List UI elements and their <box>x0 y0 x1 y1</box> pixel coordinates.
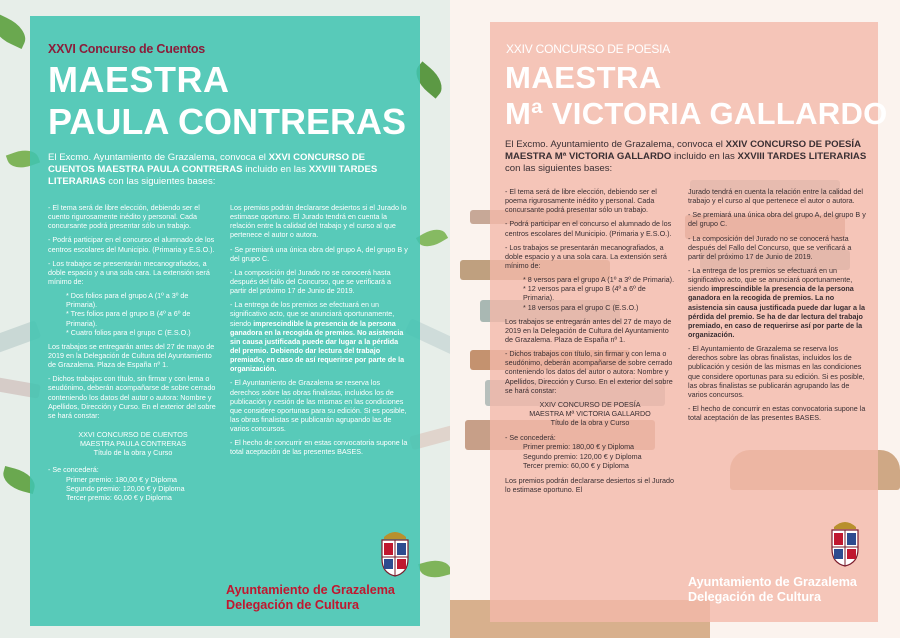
intro-paragraph: El Excmo. Ayuntamiento de Grazalema, convoca el XXVI CONCURSO DE CUENTOS MAESTRA PAULA CONTRERAS incluido en las XXVIII TARDES LITERARIAS con las siguientes bases: <box>48 152 378 187</box>
contest-subtitle: XXVI Concurso de Cuentos <box>48 42 206 56</box>
envelope-line-1: XXVI CONCURSO DE CUENTOS <box>78 429 188 439</box>
bases-column-1 <box>48 203 218 502</box>
rule-award-ceremony: - La entrega de los premios se efectuará en un significativo acto, que se anunciará oportunamente, siendo imprescindible la presencia de la persona ganadora en la recogida de premios. La no asistencia sin causa justificada puede dar lugar a la pérdida del premio. Se ha de dar lectura del trabajo premiado, en caso de requerirse así por parte de la organización. <box>688 265 865 339</box>
organizer-line-1: Ayuntamiento de Grazalema <box>688 575 857 589</box>
envelope-line-2: MAESTRA PAULA CONTRERAS <box>79 439 187 449</box>
rule-acceptance: - El hecho de concurrir en estas convocatoria supone la total aceptación de las presentes BASES. <box>688 403 866 423</box>
rule-jury: Jurado tendrá en cuenta la relación entre la calidad del trabajo y el curso al que pertenece el autor o autora. <box>688 187 864 206</box>
title-line-2: PAULA CONTRERAS <box>48 101 406 142</box>
envelope-line-1: XXIV CONCURSO DE POESÍA <box>539 399 641 409</box>
envelope-line-3: Título de la obra y Curso <box>93 448 173 458</box>
poesia-poster <box>450 0 900 638</box>
intro-paragraph: El Excmo. Ayuntamiento de Grazalema, convoca el XXIV CONCURSO DE POESÍA MAESTRA Mª VICTORIA GALLARDO incluido en las XXVIII TARDES LITERARIAS con las siguientes bases: <box>505 139 867 174</box>
rule-jury-start: Los premios podrán declararse desiertos si el Jurado lo estimase oportuno. El <box>505 475 674 494</box>
group-c: * 18 versos para el grupo C (E.S.O.) <box>523 302 639 312</box>
prize-2: Segundo premio: 120,00 € y Diploma <box>66 483 185 493</box>
envelope-line-3: Título de la obra y Curso <box>550 418 630 428</box>
rule-award-ceremony: - La entrega de los premios se efectuará en un significativo acto, que se anunciará oportunamente, siendo imprescindible la presencia de la persona ganadora en la recogida de premios. No asistencia sin causa justificada puede dar lugar a la pérdida del premio. Debiendo dar lectura del trabajo premiado, en caso de así requerirse por parte de la organización. <box>230 300 405 374</box>
prize-1: Primer premio: 180,00 € y Diploma <box>523 442 635 452</box>
coat-of-arms-icon <box>378 527 412 582</box>
bases-column-1 <box>505 187 675 499</box>
rule-envelope: - Dichos trabajos con título, sin firmar y con lema o seudónimo, deberán acompañarse de sobre cerrado conteniendo los datos del autor o autora: Nombre y Apellidos, Dirección y Curso. En el exterior del sobre se hará constar: <box>48 374 216 420</box>
rule-acceptance: - El hecho de concurrir en estas convocatoria supone la total aceptación de las presentes BASES. <box>230 438 408 457</box>
rule-envelope: - Dichos trabajos con título, sin firmar y con lema o seudónimo, deberán acompañarse de sobre cerrado conteniendo los datos del autor o autora: Nombre y Apellidos, Dirección y Curso. En el exterior del sobre se hará constar: <box>505 349 673 395</box>
prize-3: Tercer premio: 60,00 € y Diploma <box>523 460 629 470</box>
prize-3: Tercer premio: 60,00 € y Diploma <box>66 492 172 502</box>
rule-participants: - Podrá participar en el concurso el alumnado de los centros escolares del Municipio. (Primaria y E.S.O.). <box>48 235 215 254</box>
rule-rights: - El Ayuntamiento de Grazalema se reserva los derechos sobre las obras finalistas, incluidos los de publicación y cesión de las mismas en las condiciones que considere oportunas para su edición. Si es posible, las obras finalistas se publicarán agrupando las de varios concursos. <box>230 378 407 434</box>
rule-one-per-group: - Se premiará una única obra del grupo A, del grupo B y del grupo C. <box>230 244 408 263</box>
group-a: * Dos folios para el grupo A (1º a 3º de Primaria). <box>66 291 189 310</box>
organizer-line-2: Delegación de Cultura <box>226 598 359 612</box>
group-c: * Cuatro folios para el grupo C (E.S.O.) <box>66 327 191 337</box>
prize-1: Primer premio: 180,00 € y Diploma <box>66 474 178 484</box>
contest-subtitle: XXIV CONCURSO DE POESIA <box>506 42 671 56</box>
rule-participants: - Podrá participar en el concurso el alumnado de los centros escolares del Municipio. (Primaria y E.S.O.). <box>505 219 672 238</box>
rule-deadline: Los trabajos se entregarán antes del 27 de mayo de 2019 en la Delegación de Cultura del Ayuntamiento de Grazalema. Plaza de España nº 1. <box>505 316 672 344</box>
group-b: * Tres folios para el grupo B (4º a 6º de Primaria). <box>66 309 191 328</box>
rule-one-per-group: - Se premiará una única obra del grupo A, del grupo B y del grupo C. <box>688 210 866 229</box>
organizer-line-2: Delegación de Cultura <box>688 590 821 604</box>
rule-deadline: Los trabajos se entregarán antes del 27 de mayo de 2019 en la Delegación de Cultura del Ayuntamiento de Grazalema. Plaza de España nº 1. <box>48 341 215 370</box>
title-line-2: Mª VICTORIA GALLARDO <box>505 96 888 131</box>
bases-column-2 <box>230 203 408 462</box>
rule-format: - Los trabajos se presentarán mecanografiados, a doble espacio y a una sola cara. La extensión será mínimo de: <box>505 242 667 270</box>
rule-jury: Los premios podrán declararse desiertos si el Jurado lo estimase oportuno. El Jurado tendrá en cuenta la relación entre la calidad del trabajo y el curso al que pertenece el autor o autora. <box>230 203 407 240</box>
title-line-1: MAESTRA <box>48 59 230 100</box>
title-line-1: MAESTRA <box>505 60 662 95</box>
envelope-line-2: MAESTRA Mª VICTORIA GALLARDO <box>529 408 651 418</box>
rule-theme: - El tema será de libre elección, debiendo ser el cuento rigurosamente inédito y personal. Cada concursante podrá presentar sólo un trabajo. <box>48 203 200 231</box>
rule-prizes: - Se concederá: <box>48 465 99 475</box>
rule-jury-composition: - La composición del Jurado no se conocerá hasta después del fallo del Concurso, que se verificará a partir del próximo 17 de Junio de 2019. <box>230 267 392 296</box>
group-b: * 12 versos para el grupo B (4º a 6º de Primaria). <box>523 284 646 303</box>
prize-2: Segundo premio: 120,00 € y Diploma <box>523 451 642 461</box>
rule-prizes: - Se concederá: <box>505 433 556 443</box>
bases-column-2 <box>688 187 868 427</box>
rule-jury-composition: - La composición del Jurado no se conocerá hasta después del Fallo del Concurso, que se verificará a partir del próximo 17 de Junio de 2019. <box>688 233 852 261</box>
rule-theme: - El tema será de libre elección, debiendo ser el poema rigurosamente inédito y personal. Cada concursante podrá presentar sólo un trabajo. <box>505 187 657 215</box>
group-a: * 8 versos para el grupo A (1º a 3º de Primaria). <box>523 275 675 285</box>
organizer-line-1: Ayuntamiento de Grazalema <box>226 583 395 597</box>
rule-format: - Los trabajos se presentarán mecanografiados, a doble espacio y a una sola cara. La extensión será mínimo de: <box>48 258 210 286</box>
coat-of-arms-icon <box>828 517 862 572</box>
rule-rights: - El Ayuntamiento de Grazalema se reserva los derechos sobre las obras finalistas, incluidos los de publicación y cesión de las mismas en las condiciones que considere oportunas para su edición. Si es posible, las obras finalistas se publicarán agrupando las de varios concursos. <box>688 344 865 399</box>
